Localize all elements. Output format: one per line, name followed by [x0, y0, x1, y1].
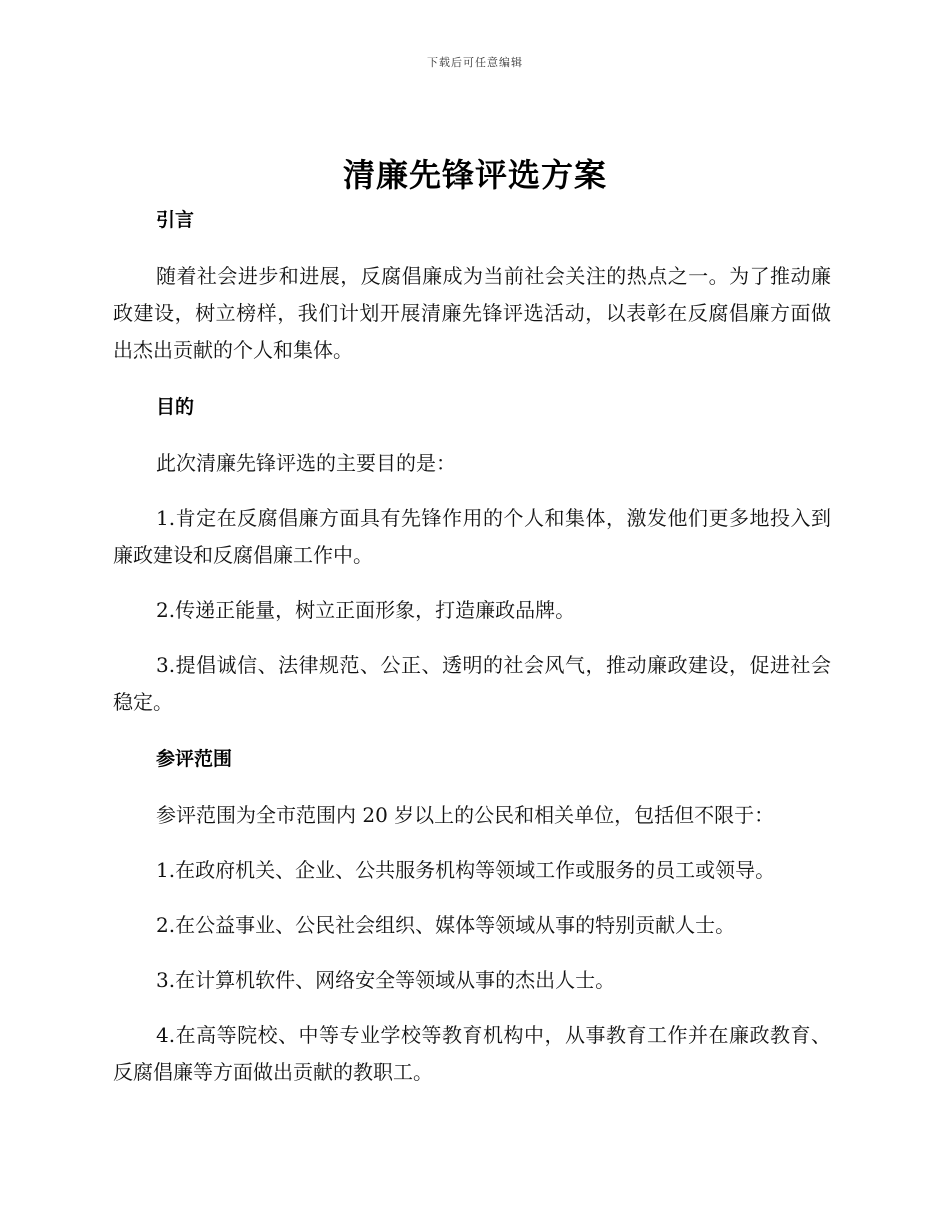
- scope-item: 1.在政府机关、企业、公共服务机构等领域工作或服务的员工或领导。: [156, 858, 776, 882]
- header-note: 下载后可任意编辑: [427, 56, 523, 69]
- section-heading-scope: 参评范围: [156, 748, 233, 770]
- document-body: [113, 200, 831, 1091]
- scope-item: 4.在高等院校、中等专业学校等教育机构中，从事教育工作并在廉政教育、反腐倡廉等方面做出贡献的教职工。: [113, 1023, 831, 1084]
- intro-paragraph: 随着社会进步和进展，反腐倡廉成为当前社会关注的热点之一。为了推动廉政建设，树立榜样，我们计划开展清廉先锋评选活动，以表彰在反腐倡廉方面做出杰出贡献的个人和集体。: [113, 264, 831, 362]
- section-heading-purpose: 目的: [156, 396, 195, 418]
- scope-lead: 参评范围为全市范围内 20 岁以上的公民和相关单位，包括但不限于：: [156, 803, 775, 827]
- document-title: 清廉先锋评选方案: [342, 156, 607, 194]
- scope-item: 2.在公益事业、公民社会组织、媒体等领域从事的特别贡献人士。: [156, 913, 736, 937]
- purpose-item: 2.传递正能量，树立正面形象，打造廉政品牌。: [156, 598, 576, 622]
- section-heading-intro: 引言: [156, 209, 195, 231]
- purpose-item: 1.肯定在反腐倡廉方面具有先锋作用的个人和集体，激发他们更多地投入到廉政建设和反腐倡廉工作中。: [113, 506, 831, 567]
- scope-item: 3.在计算机软件、网络安全等领域从事的杰出人士。: [156, 968, 616, 992]
- purpose-lead: 此次清廉先锋评选的主要目的是：: [156, 451, 456, 475]
- purpose-item: 3.提倡诚信、法律规范、公正、透明的社会风气，推动廉政建设，促进社会稳定。: [113, 653, 831, 714]
